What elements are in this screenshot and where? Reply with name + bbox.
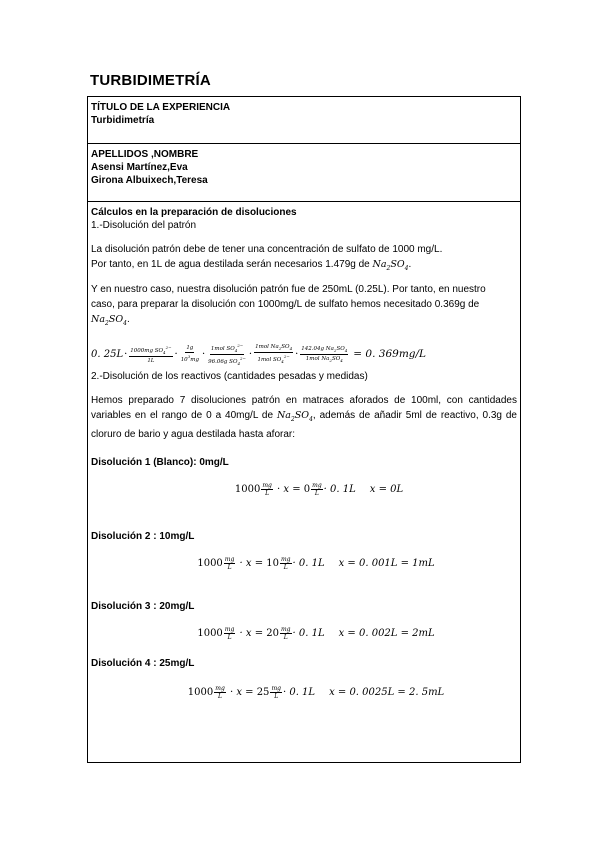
names-label: APELLIDOS ,NOMBRE [91, 149, 199, 160]
d3-lhs: 1000 [197, 627, 223, 639]
name-2: Girona Albuixech,Teresa [91, 175, 208, 186]
f4-num: 1mol Na [255, 344, 279, 351]
paragraph-2 [91, 282, 517, 331]
disolucion-4-equation: 1000 $\frac{mg}{L}$ · x = 25 $\frac{mg}{L}$ · 0. 1L x = 0. 0025L = 2. 5mL [187, 684, 445, 700]
f3-num: 1mol SO [210, 345, 235, 352]
p1-line2: Por tanto, en 1L de agua destilada serán necesarios 1.479g de $Na_2SO_4$. [91, 259, 412, 272]
formula-lead: 0. 25L [91, 348, 124, 360]
conversion-formula: 0. 25L · $\frac{1000mg SO_4^{2-}}{1L}$ · $\frac{1g}{10^3mg}$ · $\frac{1mol SO_4^{2-}}{96.06g SO_4^{2-}}$ · $\frac{1mol Na_2SO_4}{1mol SO_4^{2-}}$ · $\frac{142.04g Na_2SO_4}{1mol Na_2SO_4}$ = 0. 369mg/L [91, 342, 427, 366]
calculations-cell [87, 201, 521, 763]
na2so4-formula: $Na_2SO_4$ [276, 409, 313, 423]
f4-den: 1mol SO [257, 357, 282, 364]
fraction-4: $\frac{1mol Na_2SO_4}{1mol SO_4^{2-}}$ [255, 344, 293, 365]
f1-den: 1L [147, 357, 155, 364]
p2-line2: caso, para preparar la disolución con 1000mg/L de sulfato hemos necesitado 0.369g de [91, 298, 480, 310]
disolucion-3-label: Disolución 3 : 20mg/L [91, 600, 195, 612]
disolucion-1-label: Disolución 1 (Blanco): 0mg/L [91, 456, 229, 468]
calc-sub2: 2.-Disolución de los reactivos (cantidades pesadas y medidas) [91, 370, 368, 382]
d2-mid: = 10 [254, 557, 279, 569]
d3-mid: = 20 [254, 627, 279, 639]
calc-sub1: 1.-Disolución del patrón [91, 220, 197, 231]
f5-num: 142.04g Na [301, 345, 334, 352]
d2-lhs: 1000 [197, 557, 223, 569]
paragraph-3 [91, 393, 517, 442]
f3-den: 96.06g SO [208, 358, 238, 365]
d1-result: x = 0L [369, 483, 404, 495]
name-1: Asensi Martínez,Eva [91, 162, 188, 173]
d1-lhs: 1000 [234, 483, 261, 495]
fraction-2: $\frac{1g}{10^3mg}$ [180, 345, 199, 364]
d3-rhs: · 0. 1L [292, 627, 325, 639]
na2so4-formula: $Na_2SO_4$ [372, 259, 409, 272]
paragraph-1 [91, 242, 517, 276]
na2so4-formula: $Na_2SO_4$ [91, 313, 127, 327]
fraction-3: $\frac{1mol SO_4^{2-}}{96.06g SO_4^{2-}}$ [208, 342, 246, 366]
disolucion-3-equation: 1000 $\frac{mg}{L}$ · x = 20 $\frac{mg}{L}$ · 0. 1L x = 0. 002L = 2mL [197, 625, 435, 641]
p2-line1: Y en nuestro caso, nuestra disolución patrón fue de 250mL (0.25L). Por tanto, en nuestro [91, 283, 486, 295]
calc-heading: Cálculos en la preparación de disoluciones [91, 207, 297, 218]
f1-num: 1000mg SO [130, 347, 164, 354]
experience-title-cell [87, 96, 521, 143]
formula-result: = 0. 369mg/L [353, 348, 427, 361]
disolucion-1-equation: 1000 $\frac{mg}{L}$ · x = 0 $\frac{mg}{L}$ · 0. 1L x = 0L [234, 481, 404, 497]
d2-rhs: · 0. 1L [292, 557, 325, 569]
d4-lhs: 1000 [187, 686, 214, 698]
p1-line1: La disolución patrón debe de tener una concentración de sulfato de 1000 mg/L. [91, 244, 443, 255]
f2-den: 10 [180, 357, 188, 364]
document-title: TURBIDIMETRÍA [90, 72, 211, 89]
d3-result: x = 0. 002L = 2mL [338, 627, 435, 639]
fraction-5: $\frac{142.04g Na_2SO_4}{1mol Na_2SO_4}$ [301, 345, 348, 363]
f5-den: 1mol Na [305, 355, 330, 362]
d1-rhs: · 0. 1L [323, 483, 356, 495]
d4-rhs: · 0. 1L [282, 686, 316, 698]
p1-line2-text: Por tanto, en 1L de agua destilada serán necesarios 1.479g de [91, 259, 370, 270]
disolucion-4-label: Disolución 4 : 25mg/L [91, 657, 195, 669]
disolucion-2-label: Disolución 2 : 10mg/L [91, 530, 195, 542]
p3-text-a: Hemos preparado 7 disoluciones patrón en matraces aforados de 100ml, con cantidades variables en el rango de 0 a 40mg/L de [91, 394, 517, 421]
f2-num: 1g [186, 345, 194, 352]
f2-den-unit: mg [190, 357, 199, 364]
fraction-1: $\frac{1000mg SO_4^{2-}}{1L}$ [130, 344, 172, 364]
experience-title-label: TÍTULO DE LA EXPERIENCIA [91, 102, 231, 113]
d2-result: x = 0. 001L = 1mL [338, 557, 435, 569]
report-table [87, 96, 521, 763]
disolucion-2-equation: 1000 $\frac{mg}{L}$ · x = 10 $\frac{mg}{L}$ · 0. 1L x = 0. 001L = 1mL [197, 555, 435, 571]
d4-result: x = 0. 0025L = 2. 5mL [329, 686, 445, 698]
names-cell [87, 143, 521, 201]
d4-mid: = 25 [245, 686, 270, 698]
d1-mid: = 0 [292, 483, 311, 495]
experience-title-value: Turbidimetría [91, 115, 155, 126]
p2-line3: $Na_2SO_4$. [91, 313, 130, 327]
p3-text-b: , además de añadir 5ml de reactivo, 0.3g de cloruro de bario y agua destilada hasta aforar: [91, 409, 517, 440]
